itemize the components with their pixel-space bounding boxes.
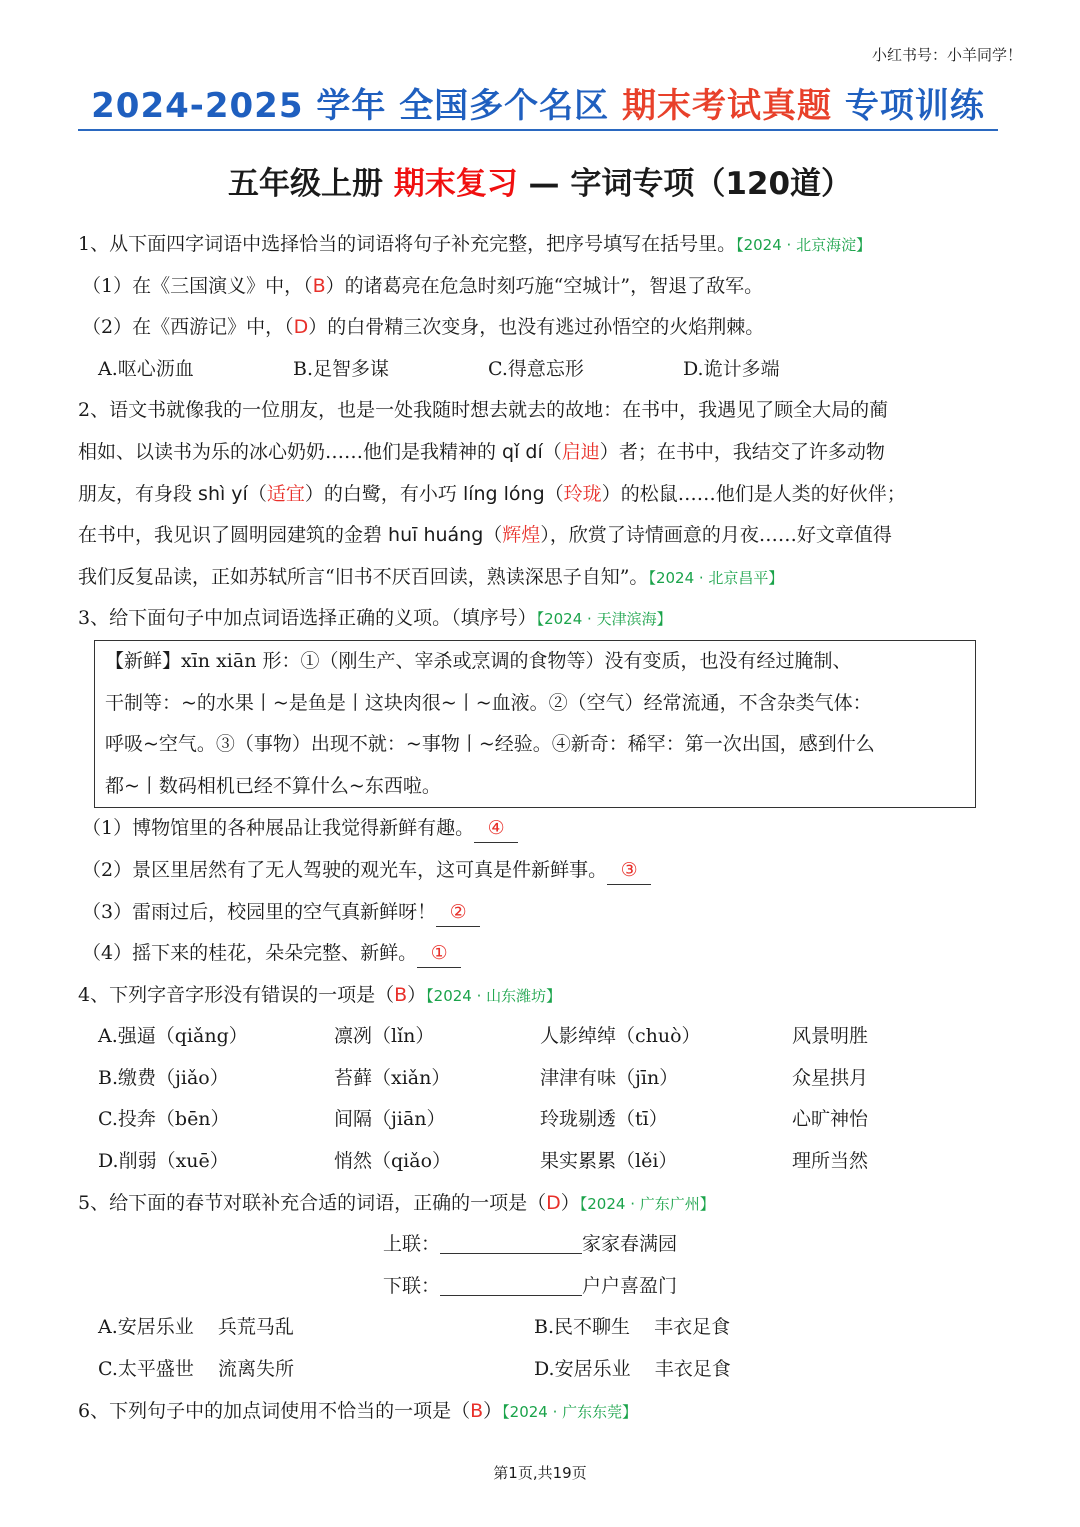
answer: ② — [436, 898, 480, 927]
entry-line: 干制等：~的水果丨~是鱼是丨这块肉很~丨~血液。②（空气）经常流通，不含杂类气体： — [105, 691, 872, 714]
cell: B.缴费（jiǎo） — [98, 1066, 229, 1089]
subtitle — [0, 158, 1080, 203]
q5-stem — [78, 1183, 1008, 1225]
text: 者；在书中，我结交了许多动物 — [618, 440, 885, 463]
couplet-up — [78, 1224, 1008, 1266]
text: （1）在《三国演义》中，（ — [82, 274, 313, 297]
banner-title — [78, 78, 998, 131]
q4-stem — [78, 975, 1008, 1017]
blank-line — [440, 1230, 582, 1254]
text: 的白鹭，有小巧 — [323, 482, 463, 505]
answer: ① — [417, 939, 461, 968]
q3-item — [78, 808, 1008, 850]
text: （1）博物馆里的各种展品让我觉得新鲜有趣。 — [82, 817, 475, 840]
q5-options — [78, 1349, 1008, 1391]
text: ）的白骨精三次变身，也没有逃过孙悟空的火焰荆棘。 — [308, 316, 765, 339]
pinyin: huī huáng — [388, 524, 484, 547]
subtitle-highlight: 期末复习 — [393, 166, 518, 202]
answer: B — [470, 1399, 484, 1422]
q1-item — [78, 307, 1008, 349]
option: D.安居乐业 丰衣足食 — [534, 1358, 731, 1381]
couplet-down — [78, 1266, 1008, 1308]
entry-line: 【新鲜】xīn xiān 形：①（刚生产、宰杀或烹调的食物等）没有变质，也没有经过腌制、 — [105, 649, 852, 672]
questions — [78, 224, 1008, 1432]
pinyin: qǐ dí — [502, 440, 543, 463]
stem-text: 1、从下面四字词语中选择恰当的词语将句子补充完整，把序号填写在括号里。 — [78, 233, 737, 255]
dictionary-entry-box — [94, 640, 976, 808]
q2-line — [78, 557, 1008, 599]
cell: 悄然（qiǎo） — [334, 1150, 452, 1173]
answer: B — [312, 274, 326, 297]
text: 户户喜盈门 — [582, 1274, 678, 1297]
cell: 众星拱月 — [792, 1066, 869, 1089]
q6-stem — [78, 1391, 1008, 1433]
text: ，欣赏了诗情画意的月夜……好文章值得 — [549, 524, 892, 547]
source-tag: 【2024 · 北京海淀】 — [736, 236, 872, 254]
source-tag: 【2024 · 广东广州】 — [579, 1194, 715, 1213]
q4-row — [78, 1058, 1008, 1100]
cell: A.强逼（qiǎng） — [98, 1025, 248, 1048]
stem-text: 5、给下面的春节对联补充合适的词语，正确的一项是（ — [78, 1191, 547, 1214]
source-tag: 【2024 · 山东潍坊】 — [426, 986, 562, 1005]
pinyin: líng lóng — [462, 482, 545, 505]
q3-stem — [78, 598, 1008, 640]
text: 朋友，有身段 — [78, 482, 199, 505]
q4-row — [78, 1141, 1008, 1183]
cell: 果实累累（lěi） — [540, 1150, 678, 1173]
cell: 玲珑剔透（tī） — [540, 1108, 668, 1131]
banner-part: 2024-2025 学年 全国多个名区 — [91, 86, 623, 126]
text: 家家春满园 — [582, 1233, 678, 1256]
text: ） — [560, 1191, 580, 1214]
answer: 辉煌 — [502, 524, 541, 547]
cell: 津津有味（jīn） — [540, 1066, 679, 1089]
source-tag: 【2024 · 广东东莞】 — [502, 1402, 638, 1421]
q2-line: 朋友，有身段 shì yí（适宜）的白鹭，有小巧 líng lóng（玲珑）的松鼠……他们是人类的好伙伴； — [78, 482, 906, 505]
cell: 苔藓（xiǎn） — [334, 1066, 451, 1089]
q3-item — [78, 892, 1008, 934]
subtitle-part: — 字词专项（120道） — [517, 166, 853, 202]
source-tag: 【2024 · 北京昌平】 — [648, 568, 784, 587]
cell: D.削弱（xuē） — [98, 1150, 229, 1173]
option: A.呕心沥血 — [98, 357, 194, 380]
answer: D — [546, 1191, 561, 1214]
answer: ④ — [474, 814, 518, 843]
text: （2）景区里居然有了无人驾驶的观光车，这可真是件新鲜事。 — [82, 858, 608, 881]
q2-line: 2、语文书就像我的一位朋友，也是一处我随时想去就去的故地：在书中，我遇见了顾全大局的蔺 — [78, 399, 889, 422]
cell: 人影绰绰（chuò） — [540, 1025, 701, 1048]
text: ） — [407, 983, 427, 1006]
answer: 启迪 — [561, 440, 600, 463]
text: （3）雷雨过后，校园里的空气真新鲜呀！ — [82, 900, 437, 923]
stem-text: 6、下列句子中的加点词使用不恰当的一项是（ — [78, 1399, 471, 1422]
text: ） — [483, 1399, 503, 1422]
entry-line: 呼吸~空气。③（事物）出现不就：~事物丨~经验。④新奇：稀罕：第一次出国，感到什么 — [105, 733, 875, 756]
cell: C.投奔（bēn） — [98, 1108, 230, 1131]
q3-item — [78, 850, 1008, 892]
answer: ③ — [607, 856, 651, 885]
answer: D — [293, 316, 309, 339]
answer: 适宜 — [266, 482, 305, 505]
page-number: 第1页,共19页 — [493, 1464, 587, 1482]
q4-row — [78, 1016, 1008, 1058]
q2-line: 相如、以读书为乐的冰心奶奶……他们是我精神的 qǐ dí（启迪）者；在书中，我结交了许多动物 — [78, 440, 885, 463]
cell: 间隔（jiān） — [334, 1108, 446, 1131]
banner-highlight: 期末考试真题 — [622, 86, 833, 126]
option: C.太平盛世 流离失所 — [98, 1358, 295, 1381]
cell: 风景明胜 — [792, 1025, 869, 1048]
q1-stem — [78, 224, 1008, 266]
pinyin: shì yí — [198, 482, 248, 505]
entry-line: 都~丨数码相机已经不算什么~东西啦。 — [105, 774, 441, 797]
text: 在书中，我见识了圆明园建筑的金碧 — [78, 524, 389, 547]
banner-part: 专项训练 — [832, 86, 985, 126]
blank-line — [440, 1272, 582, 1296]
text: 的松鼠……他们是人类的好伙伴； — [620, 482, 906, 505]
stem-text: 3、给下面句子中加点词语选择正确的义项。（填序号） — [78, 607, 537, 630]
answer: 玲珑 — [563, 482, 602, 505]
cell: 心旷神怡 — [792, 1108, 869, 1131]
source-tag: 【2024 · 天津滨海】 — [536, 610, 672, 629]
text: （4）摇下来的桂花，朵朵完整、新鲜。 — [82, 942, 418, 965]
subtitle-part: 五年级上册 — [227, 166, 394, 202]
stem-text: 4、下列字音字形没有错误的一项是（ — [78, 983, 395, 1006]
text: ）的诸葛亮在危急时刻巧施“空城计”，智退了敌军。 — [325, 274, 764, 297]
label: 下联： — [383, 1274, 441, 1297]
q3-item — [78, 933, 1008, 975]
option: B.民不聊生 丰衣足食 — [534, 1316, 731, 1339]
text: 相如、以读书为乐的冰心奶奶……他们是我精神的 — [78, 440, 503, 463]
option: D.诡计多端 — [683, 357, 780, 380]
cell: 凛冽（lǐn） — [334, 1025, 435, 1048]
answer: B — [394, 983, 408, 1006]
q2-line: 在书中，我见识了圆明园建筑的金碧 huī huáng（辉煌），欣赏了诗情画意的月夜……好文章值得 — [78, 524, 892, 547]
text: 我们反复品读，正如苏轼所言“旧书不厌百回读，熟读深思子自知”。 — [78, 565, 649, 588]
option: A.安居乐业 兵荒马乱 — [98, 1316, 294, 1339]
cell: 理所当然 — [792, 1150, 869, 1173]
q1-options — [78, 349, 1008, 391]
option: C.得意忘形 — [488, 357, 584, 380]
label: 上联： — [383, 1233, 441, 1256]
watermark: 小红书号：小羊同学！ — [871, 46, 1022, 64]
text: （2）在《西游记》中，（ — [82, 316, 294, 339]
q4-row — [78, 1099, 1008, 1141]
option: B.足智多谋 — [293, 357, 390, 380]
q1-item — [78, 266, 1008, 308]
q5-options — [78, 1307, 1008, 1349]
